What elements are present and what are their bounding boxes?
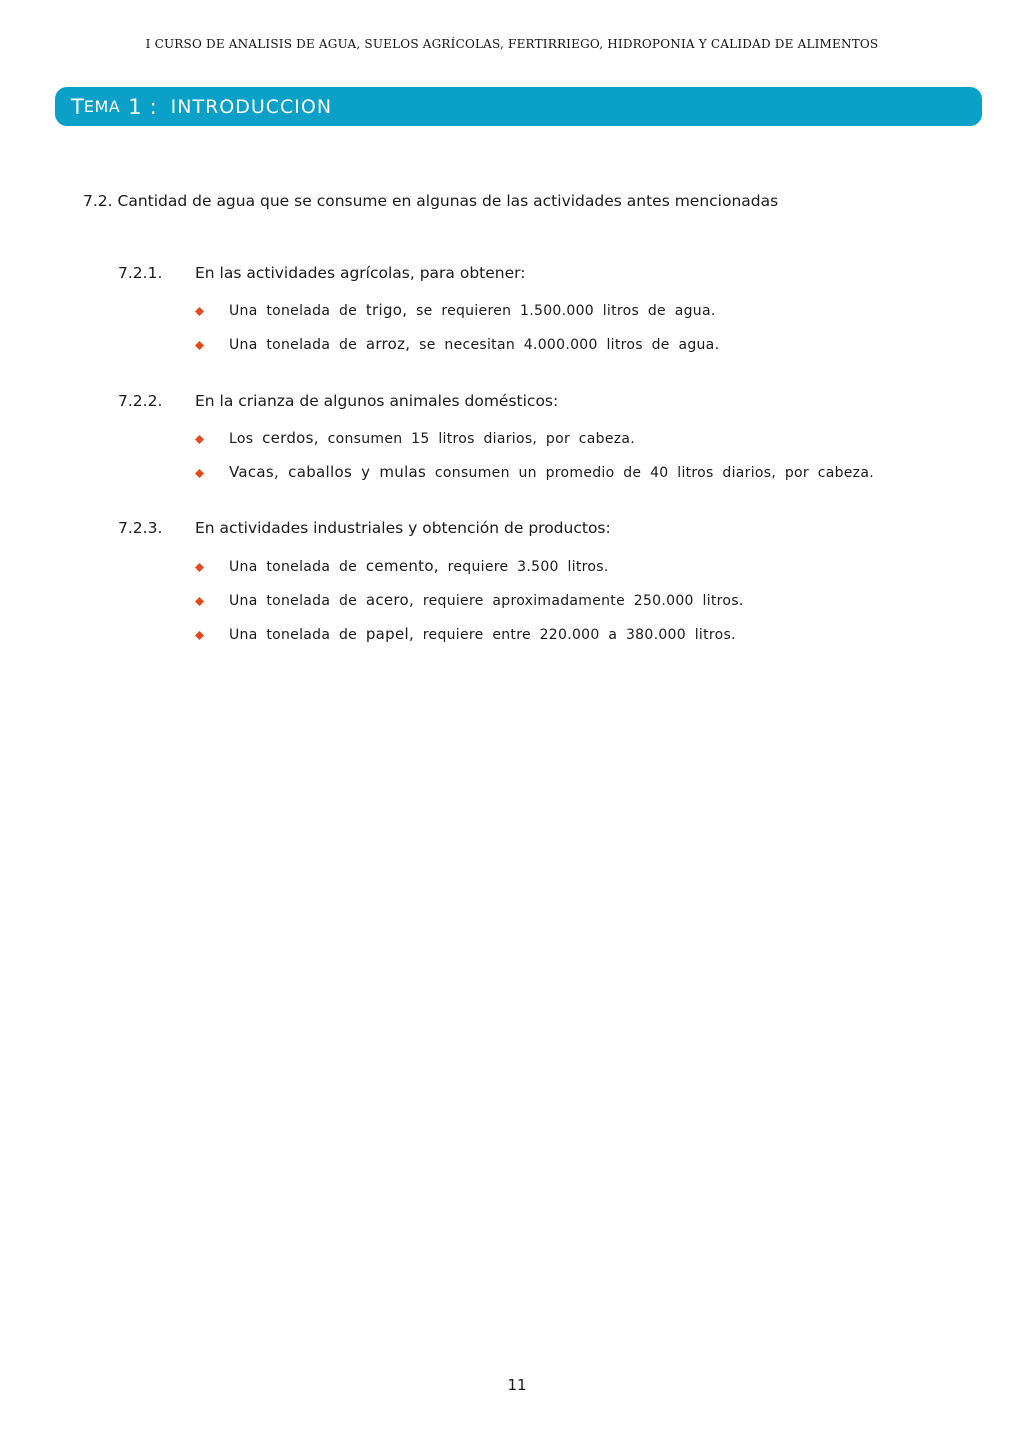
topic-label-rest: EMA <box>83 97 121 116</box>
list-item-text: Una tonelada de arroz, se necesitan 4.000.000 litros de agua. <box>229 335 720 353</box>
red-diamond-bullet-icon <box>195 563 204 572</box>
page-number: 11 <box>507 1376 527 1394</box>
list-item-text: Una tonelada de trigo, se requieren 1.500.000 litros de agua. <box>229 301 716 319</box>
topic-number: 1 <box>128 94 142 119</box>
list-item-text: Una tonelada de papel, requiere entre 220.000 a 380.000 litros. <box>229 625 736 643</box>
red-diamond-bullet-icon <box>195 341 204 350</box>
subsection-heading <box>118 392 558 410</box>
topic-title: INTRODUCCION <box>170 95 333 118</box>
subsection-title: En las actividades agrícolas, para obtener: <box>195 264 526 282</box>
running-header: I CURSO DE ANALISIS DE AGUA, SUELOS AGRÍCOLAS, FERTIRRIEGO, HIDROPONIA Y CALIDAD DE ALIMENTOS <box>145 37 879 51</box>
red-diamond-bullet-icon <box>195 597 204 606</box>
subsection-number: 7.2.2. <box>118 392 163 410</box>
subsection-title: En actividades industriales y obtención de productos: <box>195 519 611 537</box>
topic-label-initial: T <box>71 94 84 119</box>
subsection-heading <box>118 519 611 537</box>
list-item-text: Los cerdos, consumen 15 litros diarios, por cabeza. <box>229 429 636 447</box>
subsection-number: 7.2.1. <box>118 264 163 282</box>
section-title: 7.2. Cantidad de agua que se consume en algunas de las actividades antes mencionadas <box>83 192 779 210</box>
list-item-text: Vacas, caballos y mulas consumen un promedio de 40 litros diarios, por cabeza. <box>229 463 874 481</box>
red-diamond-bullet-icon <box>195 435 204 444</box>
subsection-heading <box>118 264 525 282</box>
list-item-text: Una tonelada de cemento, requiere 3.500 litros. <box>229 557 609 575</box>
red-diamond-bullet-icon <box>195 631 204 640</box>
list-item-text: Una tonelada de acero, requiere aproximadamente 250.000 litros. <box>229 591 744 609</box>
red-diamond-bullet-icon <box>195 307 204 316</box>
subsection-title: En la crianza de algunos animales domésticos: <box>195 392 559 410</box>
topic-banner <box>55 87 982 126</box>
topic-colon: : <box>149 94 157 119</box>
subsection-number: 7.2.3. <box>118 519 163 537</box>
red-diamond-bullet-icon <box>195 469 204 478</box>
